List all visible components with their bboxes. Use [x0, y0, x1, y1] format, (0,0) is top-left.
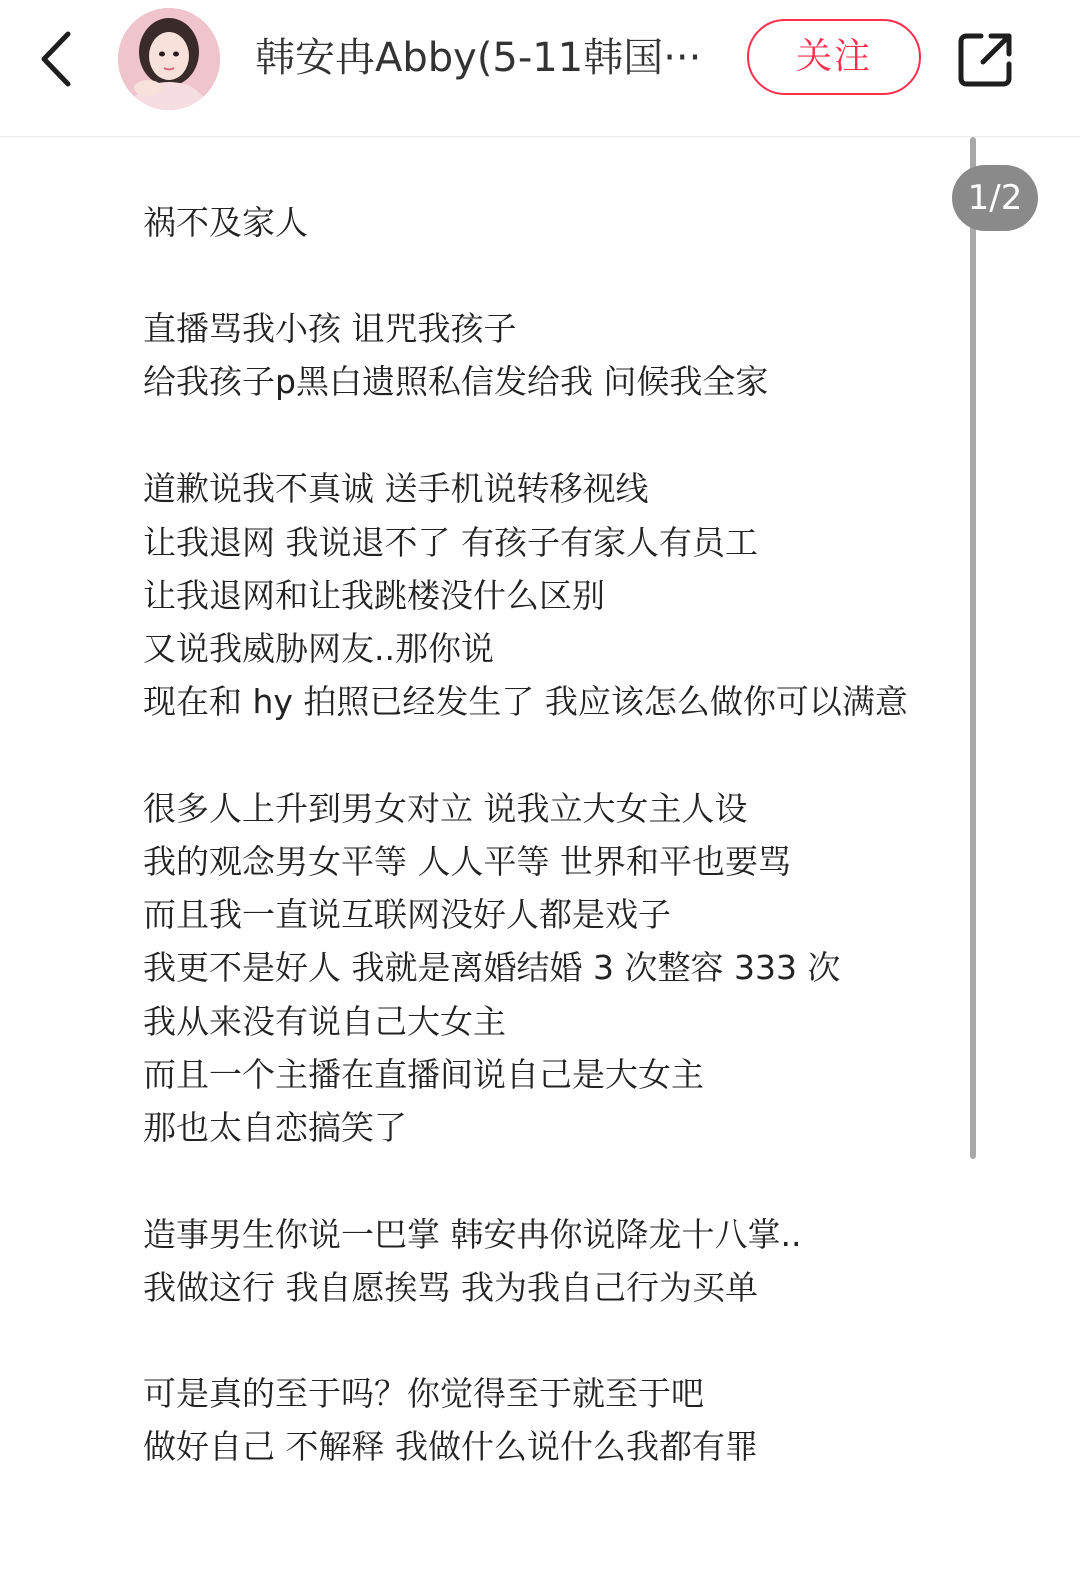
- top-bar: [0, 0, 1080, 137]
- post-line: 给我孩子p黑白遗照私信发给我 问候我全家: [143, 362, 769, 401]
- avatar-image: [118, 8, 220, 110]
- post-line: 我的观念男女平等 人人平等 世界和平也要骂: [143, 842, 791, 881]
- post-line: 很多人上升到男女对立 说我立大女主人设: [143, 789, 748, 828]
- post-line: 我更不是好人 我就是离婚结婚 3 次整容 333 次: [143, 948, 841, 987]
- avatar[interactable]: [118, 8, 220, 110]
- post-line: 祸不及家人: [143, 203, 308, 242]
- post-line: 道歉说我不真诚 送手机说转移视线: [143, 469, 649, 508]
- post-line: 而且我一直说互联网没好人都是戏子: [143, 895, 671, 934]
- post-line: 做好自己 不解释 我做什么说什么我都有罪: [143, 1427, 758, 1466]
- page-indicator: 1/2: [952, 165, 1038, 231]
- post-line: 又说我威胁网友..那你说: [143, 629, 494, 668]
- post-line: 那也太自恋搞笑了: [143, 1108, 407, 1147]
- post-line: 我做这行 我自愿挨骂 我为我自己行为买单: [143, 1268, 758, 1307]
- back-button[interactable]: [22, 18, 92, 100]
- post-line: 让我退网和让我跳楼没什么区别: [143, 576, 605, 615]
- post-line: 可是真的至于吗？你觉得至于就至于吧: [143, 1374, 704, 1413]
- post-line: 而且一个主播在直播间说自己是大女主: [143, 1055, 704, 1094]
- post-line: 直播骂我小孩 诅咒我孩子: [143, 309, 517, 348]
- post-line: 现在和 hy 拍照已经发生了 我应该怎么做你可以满意: [143, 682, 908, 721]
- username[interactable]: 韩安冉Abby(5-11韩国···: [255, 35, 702, 81]
- chevron-left-icon: [22, 18, 92, 100]
- follow-button[interactable]: 关注: [747, 19, 921, 95]
- scrollbar[interactable]: [970, 137, 976, 1159]
- share-icon: [953, 28, 1017, 92]
- post-line: 我从来没有说自己大女主: [143, 1002, 506, 1041]
- post-line: 让我退网 我说退不了 有孩子有家人有员工: [143, 523, 758, 562]
- post-line: 造事男生你说一巴掌 韩安冉你说降龙十八掌..: [143, 1215, 802, 1254]
- share-button[interactable]: [953, 28, 1017, 92]
